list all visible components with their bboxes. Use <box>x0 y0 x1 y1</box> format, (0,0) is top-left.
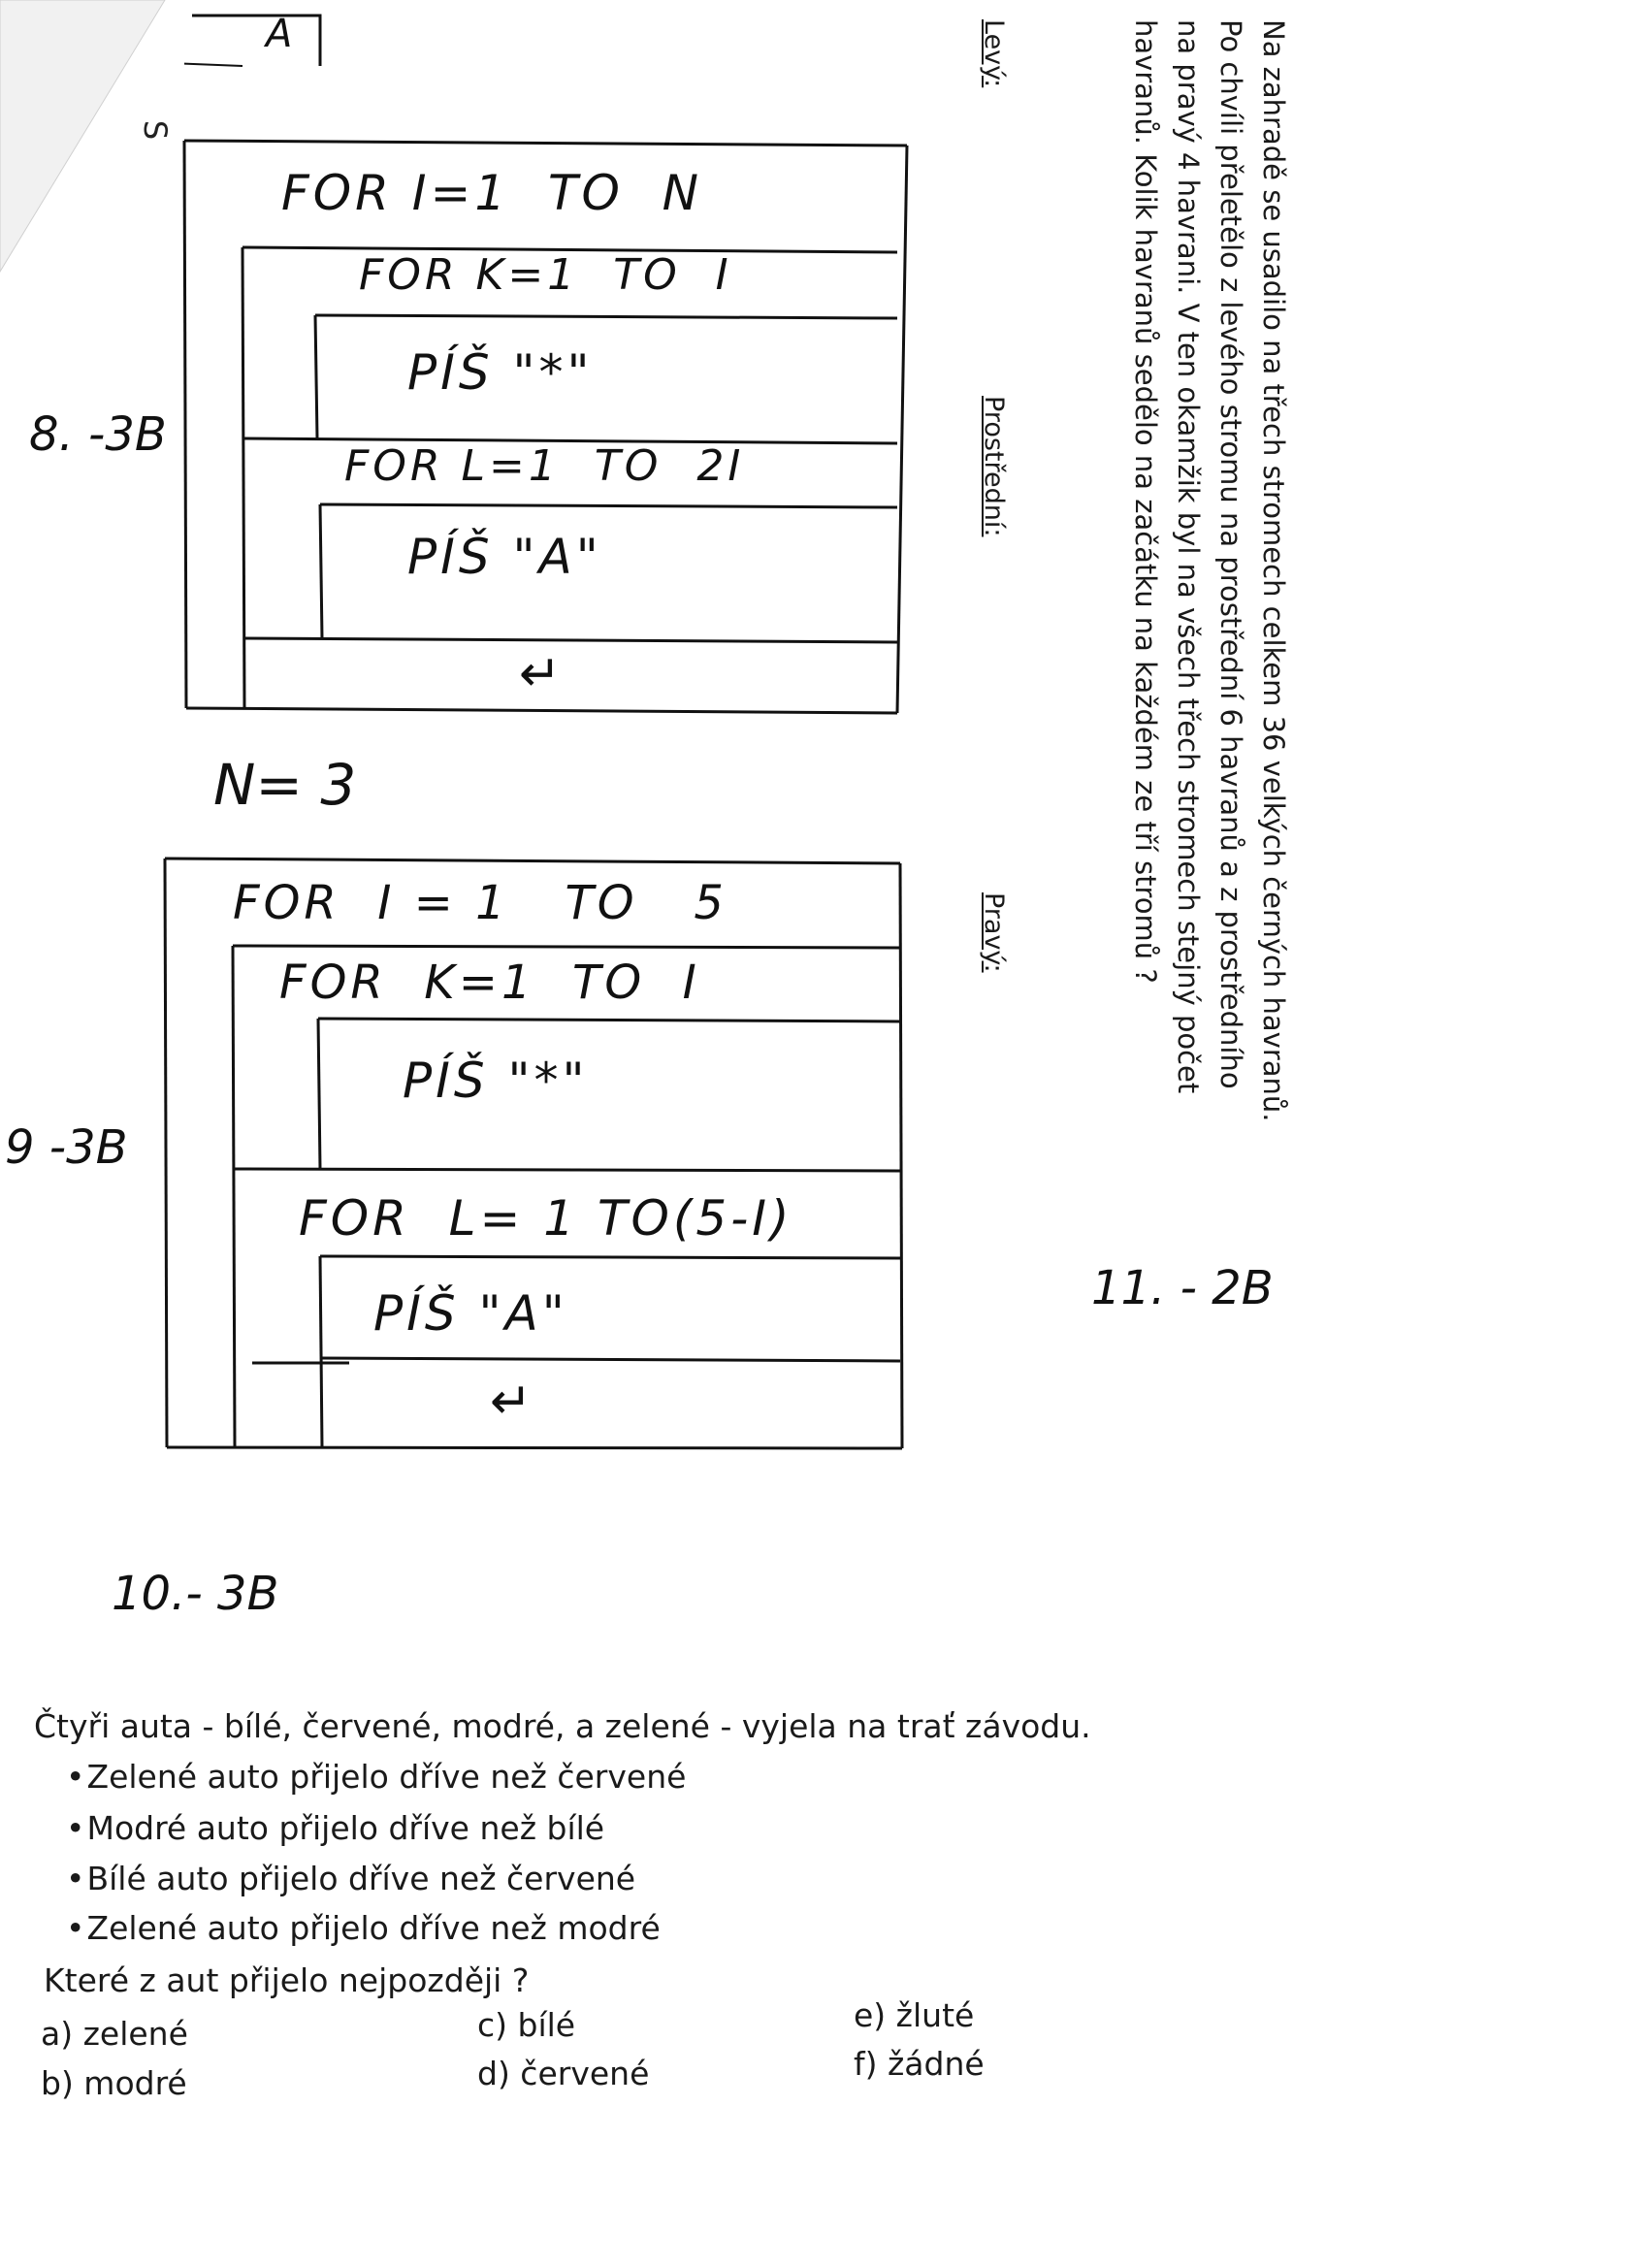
cars-fact-2-text: Modré auto přijelo dříve než bílé <box>86 1809 605 1847</box>
diagram-1-param: N= 3 <box>213 752 357 818</box>
diagram-1-inner-loop-2: FOR L=1 TO 2I <box>344 441 745 491</box>
diagram-2-end-arrow: ↵ <box>490 1373 536 1431</box>
diagram-1-inner-loop-2-body: PÍŠ "A" <box>407 529 602 585</box>
corner-mark-box <box>184 8 330 68</box>
cars-fact-3-text: Bílé auto přijelo dříve než červené <box>86 1860 636 1897</box>
tree-middle-label: Prostřední: <box>979 396 1009 537</box>
cars-fact-4-text: Zelené auto přijelo dříve než modré <box>86 1909 661 1947</box>
cars-question-intro: Čtyři auta - bílé, červené, modré, a zelené - vyjela na trať závodu. <box>34 1707 1091 1745</box>
crows-question-line-3: na pravý 4 havrani. V ten okamžik byl na všech třech stromech stejný počet <box>1172 19 1205 1094</box>
crows-question-line-1: Na zahradě se usadilo na třech stromech celkem 36 velkých černých havranů. <box>1257 19 1290 1122</box>
cars-fact-4 <box>66 1909 661 1947</box>
cars-fact-1 <box>66 1758 686 1796</box>
option-a: a) zelené <box>41 2015 188 2053</box>
nassi-diagram-1 <box>175 126 912 728</box>
diagram-1-outer-loop: FOR I=1 TO N <box>281 165 703 221</box>
score-q11: 11. - 2B <box>1091 1261 1274 1315</box>
cars-fact-2 <box>66 1809 604 1847</box>
crows-question-block <box>960 19 1290 1280</box>
diagram-2-inner-loop-2-body: PÍŠ "A" <box>373 1285 568 1342</box>
option-f: f) žádné <box>854 2045 985 2083</box>
diagram-2-inner-loop-2: FOR L= 1 TO(5-I) <box>299 1190 793 1247</box>
tree-right-label: Pravý: <box>979 892 1009 973</box>
option-c: c) bílé <box>477 2006 576 2044</box>
score-q10: 10.- 3B <box>112 1567 279 1621</box>
diagram-1-inner-loop-1-body: PÍŠ "*" <box>407 344 594 401</box>
tree-left-label: Levý: <box>979 19 1009 88</box>
diagram-1-inner-loop-1: FOR K=1 TO I <box>359 250 732 300</box>
side-tab-letter: S <box>137 119 175 141</box>
option-d: d) červené <box>477 2055 650 2092</box>
diagram-2-frame <box>155 849 912 1460</box>
crows-question-line-4: havranů. Kolik havranů sedělo na začátku na každém ze tří stromů ? <box>1129 19 1162 984</box>
cars-question: Které z aut přijelo nejpozději ? <box>44 1961 530 1999</box>
folded-corner <box>0 0 184 291</box>
diagram-2-inner-loop-1-body: PÍŠ "*" <box>403 1053 589 1109</box>
cars-fact-3 <box>66 1860 635 1897</box>
diagram-2-outer-loop: FOR I = 1 TO 5 <box>233 876 728 930</box>
nassi-diagram-2 <box>155 849 912 1460</box>
corner-mark-letter: A <box>266 12 293 56</box>
option-e: e) žluté <box>854 1996 975 2034</box>
diagram-1-end-arrow: ↵ <box>519 645 566 703</box>
diagram-2-inner-loop-1: FOR K=1 TO I <box>279 956 700 1010</box>
option-b: b) modré <box>41 2064 187 2102</box>
score-q9: 9 -3B <box>5 1120 128 1175</box>
cars-fact-1-text: Zelené auto přijelo dříve než červené <box>86 1758 687 1796</box>
crows-question-line-2: Po chvíli přeletělo z levého stromu na prostřední 6 havranů a z prostředního <box>1214 19 1247 1089</box>
score-q8: 8. -3B <box>29 407 167 462</box>
